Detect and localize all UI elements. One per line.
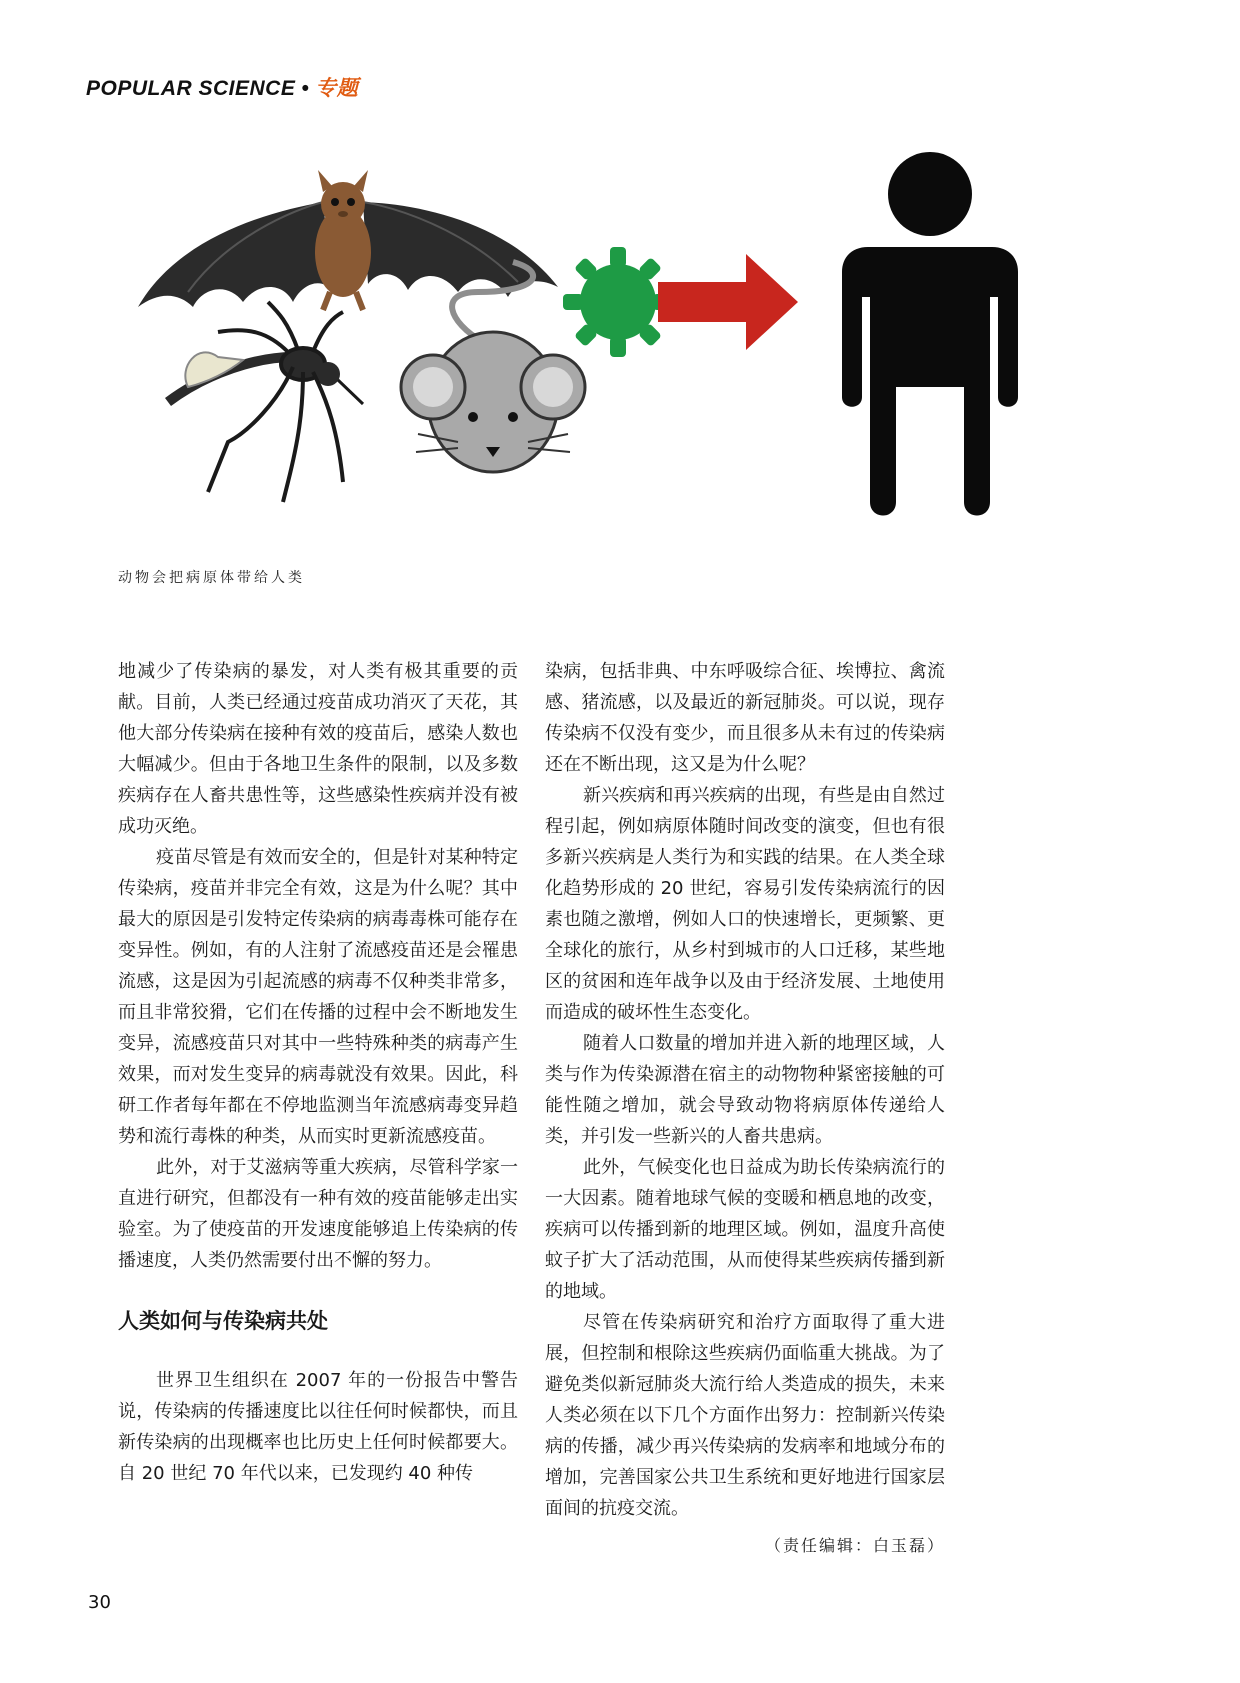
mouse-icon xyxy=(401,262,585,472)
page-number: 30 xyxy=(88,1592,111,1613)
paragraph: 疫苗尽管是有效而安全的，但是针对某种特定传染病，疫苗并非完全有效，这是为什么呢？其中最大的原因是引发特定传染病的病毒毒株可能存在变异性。例如，有的人注射了流感疫苗还是会罹患流感，这是因为引起流感的病毒不仅种类非常多，而且非常狡猾，它们在传播的过程中会不断地发生变异，流感疫苗只对其中一些特殊种类的病毒产生效果，而对发生变异的病毒就没有效果。因此，科研工作者每年都在不停地监测当年流感病毒变异趋势和流行毒株的种类，从而实时更新流感疫苗。 xyxy=(118,847,518,1147)
right-column xyxy=(545,656,945,1561)
paragraph: 此外，对于艾滋病等重大疾病，尽管科学家一直进行研究，但都没有一种有效的疫苗能够走出实验室。为了使疫苗的开发速度能够追上传染病的传播速度，人类仍然需要付出不懈的努力。 xyxy=(118,1157,518,1271)
paragraph: 世界卫生组织在 2007 年的一份报告中警告说，传染病的传播速度比以往任何时候都快，而且新传染病的出现概率也比历史上任何时候都要大。自 20 世纪 70 年代以来，已发现约 40 种传 xyxy=(118,1370,518,1484)
virus-icon xyxy=(563,247,673,357)
topic-label: 专题 xyxy=(315,77,359,100)
section-title: 人类如何与传染病共处 xyxy=(118,1309,328,1333)
brand-name: POPULAR SCIENCE xyxy=(86,77,296,100)
paragraph: 染病，包括非典、中东呼吸综合征、埃博拉、禽流感、猪流感，以及最近的新冠肺炎。可以说，现存传染病不仅没有变少，而且很多从未有过的传染病还在不断出现，这又是为什么呢？ xyxy=(545,661,945,775)
mosquito-icon xyxy=(168,302,363,502)
human-icon xyxy=(842,152,1018,516)
paragraph: 新兴疾病和再兴疾病的出现，有些是由自然过程引起，例如病原体随时间改变的演变，但也有很多新兴疾病是人类行为和实践的结果。在人类全球化趋势形成的 20 世纪，容易引发传染病流行的因素也随之激增，例如人口的快速增长，更频繁、更全球化的旅行，从乡村到城市的人口迁移，某些地区的贫困和连年战争以及由于经济发展、土地使用而造成的破坏性生态变化。 xyxy=(545,785,945,1023)
figure-caption: 动物会把病原体带给人类 xyxy=(118,570,305,586)
paragraph: 地减少了传染病的暴发，对人类有极其重要的贡献。目前，人类已经通过疫苗成功消灭了天花，其他大部分传染病在接种有效的疫苗后，感染人数也大幅减少。但由于各地卫生条件的限制，以及多数疾病存在人畜共患性等，这些感染性疾病并没有被成功灭绝。 xyxy=(118,661,518,837)
arrow-icon xyxy=(658,254,798,350)
editor-credit: （责任编辑：白玉磊） xyxy=(764,1536,945,1555)
paragraph: 随着人口数量的增加并进入新的地理区域，人类与作为传染源潜在宿主的动物物种紧密接触的可能性随之增加，就会导致动物将病原体传递给人类，并引发一些新兴的人畜共患病。 xyxy=(545,1033,945,1147)
header-separator: • xyxy=(301,77,310,100)
left-column xyxy=(118,656,518,1489)
paragraph: 此外，气候变化也日益成为助长传染病流行的一大因素。随着地球气候的变暖和栖息地的改变，疾病可以传播到新的地理区域。例如，温度升高使蚊子扩大了活动范围，从而使得某些疾病传播到新的地域。 xyxy=(545,1157,945,1302)
magazine-header xyxy=(86,72,358,102)
zoonosis-illustration xyxy=(118,142,1123,562)
paragraph: 尽管在传染病研究和治疗方面取得了重大进展，但控制和根除这些疾病仍面临重大挑战。为了避免类似新冠肺炎大流行给人类造成的损失，未来人类必须在以下几个方面作出努力：控制新兴传染病的传播，减少再兴传染病的发病率和地域分布的增加，完善国家公共卫生系统和更好地进行国家层面间的抗疫交流。 xyxy=(545,1312,945,1519)
